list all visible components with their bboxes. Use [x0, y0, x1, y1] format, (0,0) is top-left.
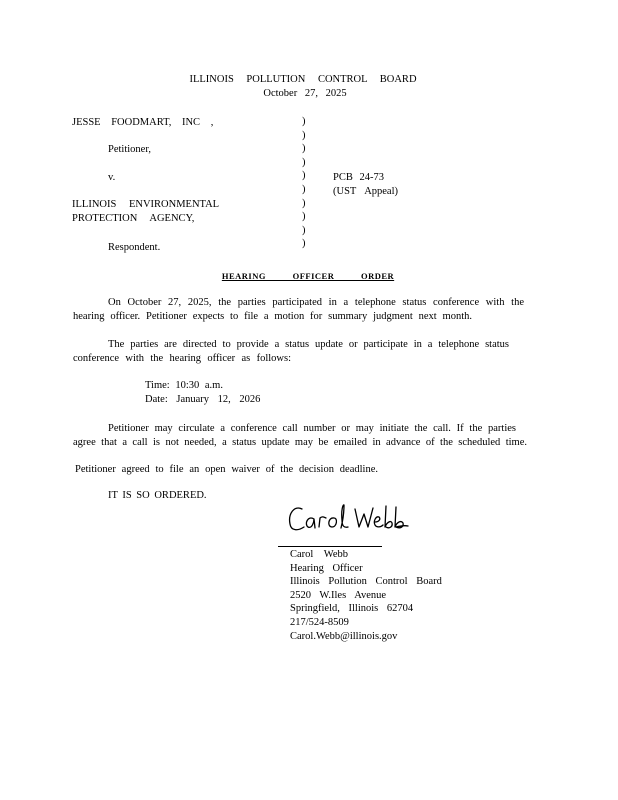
- para3-line2: agree that a call is not needed, a status update may be emailed in advance of the scheduled time.: [73, 437, 527, 448]
- signer-name: Carol Webb: [290, 549, 348, 560]
- paren: ): [302, 183, 306, 195]
- para2-line1: The parties are directed to provide a status update or participate in a telephone status: [108, 339, 509, 350]
- conference-date: Date: January 12, 2026: [145, 394, 261, 405]
- para1-line2: hearing officer. Petitioner expects to file a motion for summary judgment next month.: [73, 311, 472, 322]
- paren: ): [302, 156, 306, 168]
- signer-org: Illinois Pollution Control Board: [290, 576, 442, 587]
- para1-line1: On October 27, 2025, the parties participated in a telephone status conference with the: [108, 297, 524, 308]
- signer-title: Hearing Officer: [290, 563, 363, 574]
- paren: ): [302, 211, 306, 223]
- paren: ): [302, 143, 306, 155]
- petitioner-role: Petitioner,: [108, 144, 152, 155]
- signer-phone: 217/524-8509: [290, 617, 349, 628]
- signature-line: [278, 546, 382, 547]
- respondent-role: Respondent.: [108, 242, 161, 253]
- signer-email: Carol.Webb@illinois.gov: [290, 631, 398, 642]
- closing-statement: IT IS SO ORDERED.: [108, 490, 207, 501]
- respondent-line-1: ILLINOIS ENVIRONMENTAL: [72, 199, 220, 210]
- paren: ): [302, 238, 306, 250]
- handwritten-signature: [286, 500, 416, 540]
- signer-street: 2520 W.Iles Avenue: [290, 590, 387, 601]
- caption-parentheses: [302, 115, 310, 251]
- versus: v.: [108, 172, 116, 183]
- petitioner-name: JESSE FOODMART, INC ,: [72, 117, 214, 128]
- respondent-line-2: PROTECTION AGENCY,: [72, 213, 195, 224]
- paren: ): [302, 170, 306, 182]
- para2-line2: conference with the hearing officer as follows:: [73, 353, 291, 364]
- signer-city: Springfield, Illinois 62704: [290, 603, 414, 614]
- para3-line1: Petitioner may circulate a conference call number or may initiate the call. If the parties: [108, 423, 516, 434]
- agency-header: ILLINOIS POLLUTION CONTROL BOARD: [189, 74, 417, 85]
- para4: Petitioner agreed to file an open waiver of the decision deadline.: [75, 464, 378, 475]
- case-number: PCB 24-73: [333, 172, 384, 183]
- conference-time: Time: 10:30 a.m.: [145, 380, 223, 391]
- paren: ): [302, 129, 306, 141]
- paren: ): [302, 116, 306, 127]
- case-type: (UST Appeal): [333, 186, 399, 197]
- paren: ): [302, 197, 306, 209]
- order-date: October 27, 2025: [263, 88, 347, 99]
- order-title: HEARING OFFICER ORDER: [221, 271, 395, 281]
- paren: ): [302, 224, 306, 236]
